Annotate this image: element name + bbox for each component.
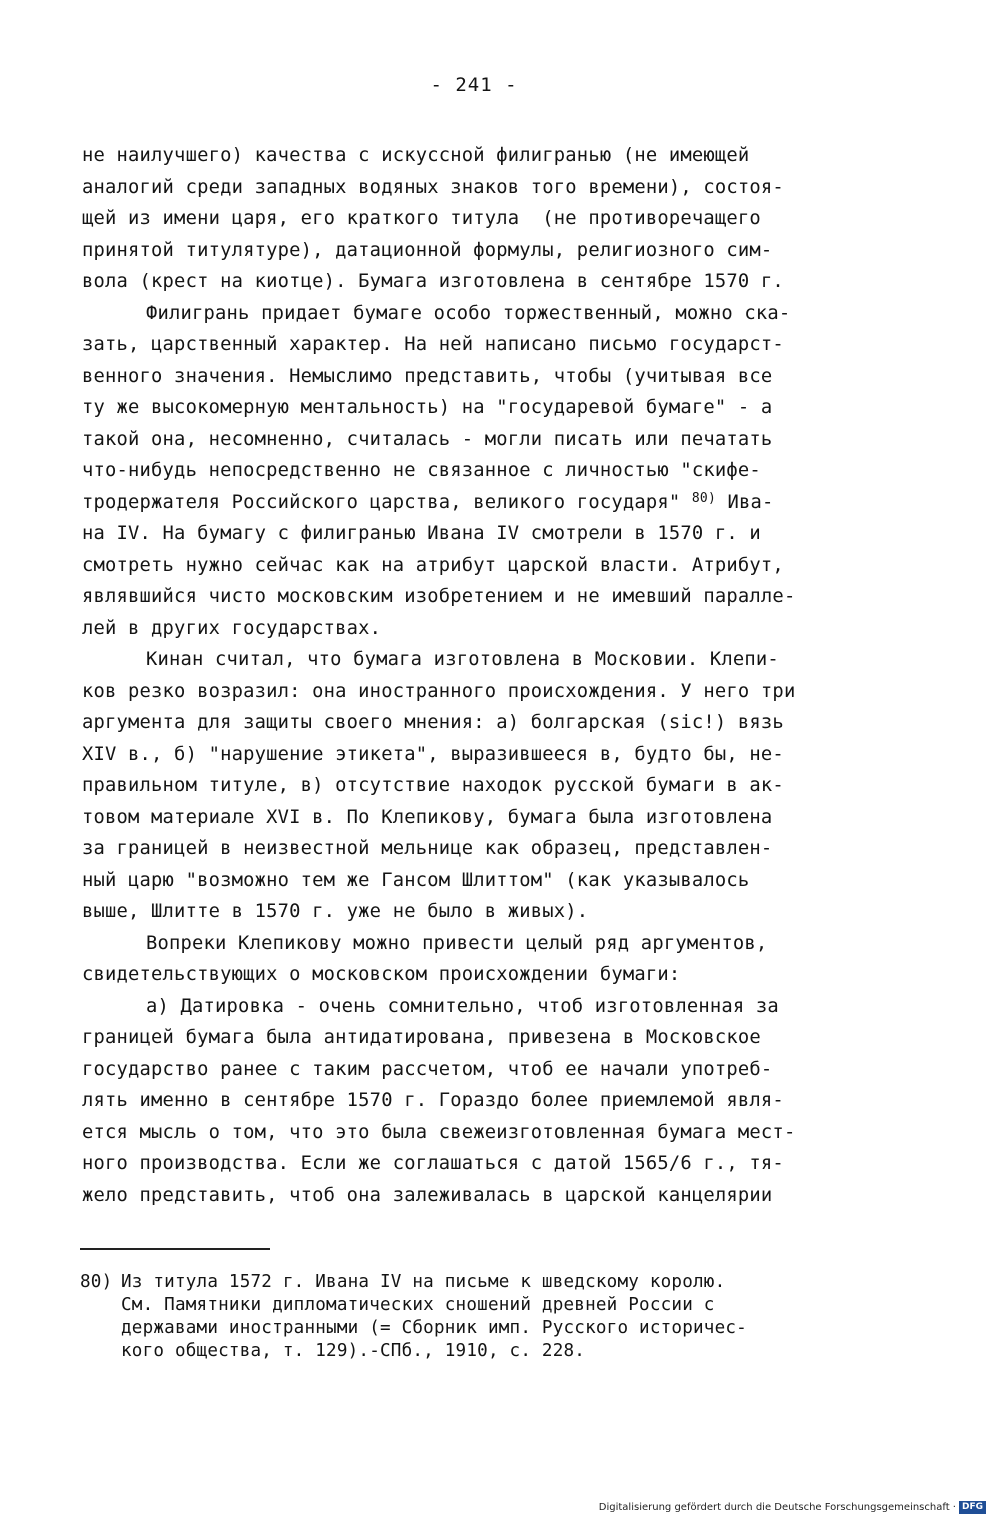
paragraph-start-line: Вопреки Клепикову можно привести целый ряд аргументов, bbox=[146, 932, 768, 954]
text-line: вола (крест на киотце). Бумага изготовлена в сентябре 1570 г. bbox=[82, 271, 784, 292]
footnote-line: См. Памятники дипломатических сношений древней России с bbox=[121, 1295, 715, 1315]
text-line: лей в других государствах. bbox=[82, 617, 382, 639]
text-line: аргумента для защиты своего мнения: а) болгарская (sic!) вязь bbox=[82, 712, 784, 733]
text-line: являвшийся чисто московским изобретением и не имевший паралле- bbox=[82, 586, 796, 607]
text-line: ного производства. Если же соглашаться с датой 1565/6 г., тя- bbox=[82, 1153, 784, 1174]
text-line: выше, Шлитте в 1570 г. уже не было в живых). bbox=[82, 901, 589, 922]
text-line: свидетельствующих о московском происхождении бумаги: bbox=[82, 964, 681, 985]
text-line: такой она, несомненно, считалась - могли писать или печатать bbox=[82, 428, 773, 450]
paragraph-start-line: а) Датировка - очень сомнительно, чтоб изготовленная за bbox=[146, 995, 779, 1017]
text-line: жело представить, чтоб она залеживалась в царской канцелярии bbox=[82, 1184, 773, 1206]
text-line: лять именно в сентябре 1570 г. Гораздо более приемлемой явля- bbox=[82, 1090, 784, 1111]
text-line: XIV в., б) "нарушение этикета", выразившееся в, будто бы, не- bbox=[82, 743, 784, 765]
text-line: на IV. На бумагу с филигранью Ивана IV смотрели в 1570 г. и bbox=[82, 523, 761, 544]
paragraph-start-line: Филигрань придает бумаге особо торжественный, можно ска- bbox=[146, 302, 791, 324]
text-line: принятой титулятуре), датационной формулы, религиозного сим- bbox=[82, 239, 773, 261]
text-line: венного значения. Немыслимо представить, чтобы (учитывая все bbox=[82, 365, 773, 387]
text-line: ный царю "возможно тем же Гансом Шлиттом" (как указывалось bbox=[82, 869, 750, 891]
text-line: что-нибудь непосредственно не связанное с личностью "скифе- bbox=[82, 460, 761, 481]
text-line: аналогий среди западных водяных знаков того времени), состоя- bbox=[82, 176, 784, 198]
text-line: государство ранее с таким рассчетом, чтоб ее начали употреб- bbox=[82, 1058, 773, 1080]
text-line: за границей в неизвестной мельнице как образец, представлен- bbox=[82, 838, 773, 859]
text-line: смотреть нужно сейчас как на атрибут царской власти. Атрибут, bbox=[82, 554, 784, 576]
text-segment: Ива- bbox=[727, 491, 774, 513]
footnote-divider bbox=[80, 1248, 270, 1250]
digitization-credit bbox=[599, 1501, 986, 1514]
page-number: - 241 - bbox=[430, 74, 518, 96]
footnote-line: Из титула 1572 г. Ивана IV на письме к шведскому королю. bbox=[121, 1272, 726, 1292]
text-segment: тродержателя Российского царства, великого государя" bbox=[82, 491, 681, 513]
text-line-with-footnote bbox=[82, 487, 774, 519]
text-line: товом материале XVI в. По Клепикову, бумага была изготовлена bbox=[82, 806, 773, 828]
text-line: ту же высокомерную ментальность) на "государевой бумаге" - а bbox=[82, 397, 773, 418]
footnote-marker: 80) bbox=[80, 1272, 113, 1292]
text-line: щей из имени царя, его краткого титула (не противоречащего bbox=[82, 208, 761, 229]
paragraph-start-line: Кинан считал, что бумага изготовлена в Московии. Клепи- bbox=[146, 649, 779, 670]
text-line: не наилучшего) качества с искуссной филигранью (не имеющей bbox=[82, 145, 750, 166]
text-line: зать, царственный характер. На ней написано письмо государст- bbox=[82, 334, 784, 355]
text-line: ется мысль о том, что это была свежеизготовленная бумага мест- bbox=[82, 1121, 796, 1143]
text-line: правильном титуле, в) отсутствие находок русской бумаги в ак- bbox=[82, 775, 784, 796]
footnote-reference: 80) bbox=[691, 490, 716, 506]
footnote-line: кого общества, т. 129).-СПб., 1910, с. 228. bbox=[121, 1341, 586, 1361]
credit-text: Digitalisierung gefördert durch die Deutsche Forschungsgemeinschaft · bbox=[598, 1502, 956, 1513]
text-line: границей бумага была антидатирована, привезена в Московское bbox=[82, 1027, 761, 1048]
text-line: ков резко возразил: она иностранного происхождения. У него три bbox=[82, 680, 796, 702]
dfg-logo: DFG bbox=[959, 1501, 986, 1514]
footnote-line: державами иностранными (= Сборник имп. Русского историчес- bbox=[121, 1318, 747, 1338]
